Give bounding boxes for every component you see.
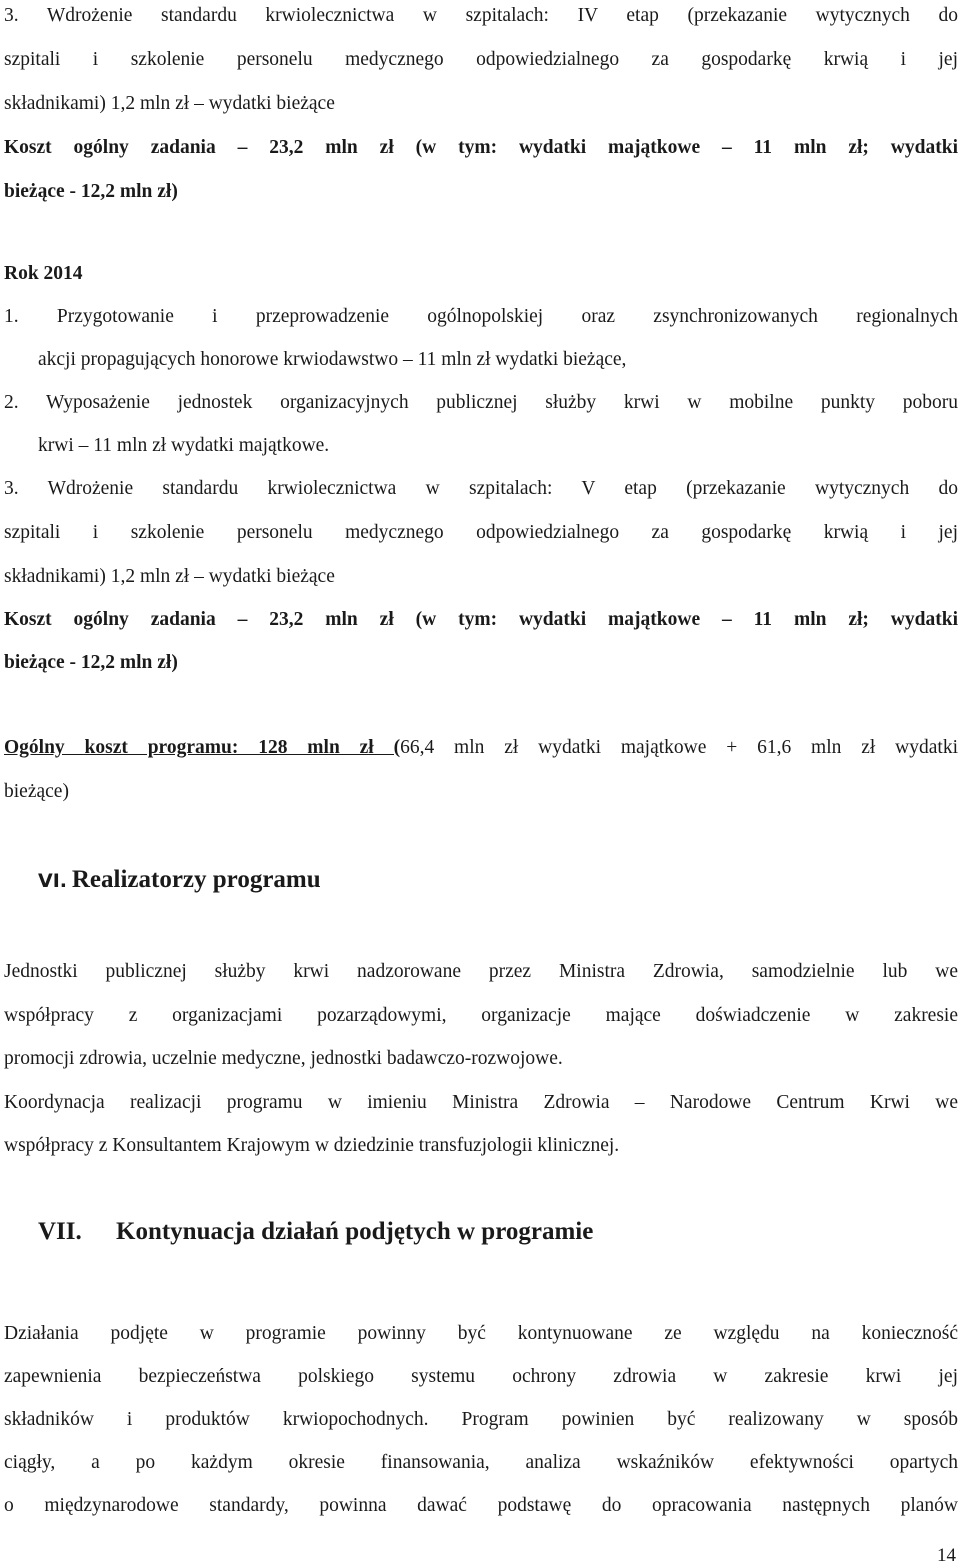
iv-stage-cost-line-2: bieżące - 12,2 mln zł) <box>4 181 178 202</box>
total-cost-line-1 <box>4 736 958 760</box>
section-vii-p1-line-5: o międzynarodowe standardy, powinna dawać podstawę do opracowania następnych planów <box>4 1495 958 1516</box>
total-cost-label: Ogólny koszt programu: 128 mln zł ( <box>4 737 401 758</box>
y2014-item3-line-3: składnikami) 1,2 mln zł – wydatki bieżące <box>4 566 335 587</box>
section-vi-p1-line-1: Jednostki publicznej służby krwi nadzorowane przez Ministra Zdrowia, samodzielnie lub we <box>4 961 958 982</box>
y2014-item1-line-2: akcji propagujących honorowe krwiodawstwo – 11 mln zł wydatki bieżące, <box>38 349 627 370</box>
section-vi-number: VI. <box>38 870 67 892</box>
y2014-item2-line-1: 2. Wyposażenie jednostek organizacyjnych publicznej służby krwi w mobilne punkty poboru <box>4 392 958 413</box>
y2014-cost-line-2: bieżące - 12,2 mln zł) <box>4 652 178 673</box>
section-vii-heading <box>38 1218 82 1246</box>
iv-stage-cost-line-1: Koszt ogólny zadania – 23,2 mln zł (w tym: wydatki majątkowe – 11 mln zł; wydatki <box>4 137 958 158</box>
section-vii-p1-line-4: ciągły, a po każdym okresie finansowania, analiza wskaźników efektywności opartych <box>4 1452 958 1473</box>
y2014-item2-line-2: krwi – 11 mln zł wydatki majątkowe. <box>38 435 330 456</box>
section-vi-title: Realizatorzy programu <box>71 866 321 893</box>
section-vi-heading <box>38 866 321 894</box>
page-number: 14 <box>937 1545 956 1566</box>
total-cost-line-2: bieżące) <box>4 781 69 802</box>
y2014-item3-line-2: szpitali i szkolenie personelu medycznego odpowiedzialnego za gospodarkę krwią i jej <box>4 522 958 543</box>
section-vii-number: VII. <box>38 1218 82 1245</box>
iv-stage-item-line-1: 3. Wdrożenie standardu krwiolecznictwa w szpitalach: IV etap (przekazanie wytycznych do <box>4 5 958 26</box>
year-2014-heading: Rok 2014 <box>4 263 83 284</box>
section-vi-p1-line-3: promocji zdrowia, uczelnie medyczne, jednostki badawczo-rozwojowe. <box>4 1048 563 1069</box>
section-vii-p1-line-3: składników i produktów krwiopochodnych. Program powinien być realizowany w sposób <box>4 1409 958 1430</box>
iv-stage-item-line-3: składnikami) 1,2 mln zł – wydatki bieżące <box>4 93 335 114</box>
y2014-cost-line-1: Koszt ogólny zadania – 23,2 mln zł (w tym: wydatki majątkowe – 11 mln zł; wydatki <box>4 609 958 630</box>
y2014-item3-line-1: 3. Wdrożenie standardu krwiolecznictwa w szpitalach: V etap (przekazanie wytycznych do <box>4 478 958 499</box>
section-vi-p2-line-1: Koordynacja realizacji programu w imieniu Ministra Zdrowia – Narodowe Centrum Krwi we <box>4 1092 958 1113</box>
section-vii-p1-line-2: zapewnienia bezpieczeństwa polskiego systemu ochrony zdrowia w zakresie krwi jej <box>4 1366 958 1387</box>
section-vii-title-wrap <box>116 1218 593 1246</box>
section-vi-p1-line-2: współpracy z organizacjami pozarządowymi, organizacje mające doświadczenie w zakresie <box>4 1005 958 1026</box>
section-vii-p1-line-1: Działania podjęte w programie powinny być kontynuowane ze względu na konieczność <box>4 1323 958 1344</box>
y2014-item1-line-1: 1. Przygotowanie i przeprowadzenie ogólnopolskiej oraz zsynchronizowanych regionalnych <box>4 306 958 327</box>
iv-stage-item-line-2: szpitali i szkolenie personelu medycznego odpowiedzialnego za gospodarkę krwią i jej <box>4 49 958 70</box>
section-vi-p2-line-2: współpracy z Konsultantem Krajowym w dziedzinie transfuzjologii klinicznej. <box>4 1135 620 1156</box>
total-cost-breakdown: 66,4 mln zł wydatki majątkowe + 61,6 mln zł wydatki <box>400 737 958 758</box>
section-vii-title: Kontynuacja działań podjętych w programie <box>116 1218 594 1245</box>
